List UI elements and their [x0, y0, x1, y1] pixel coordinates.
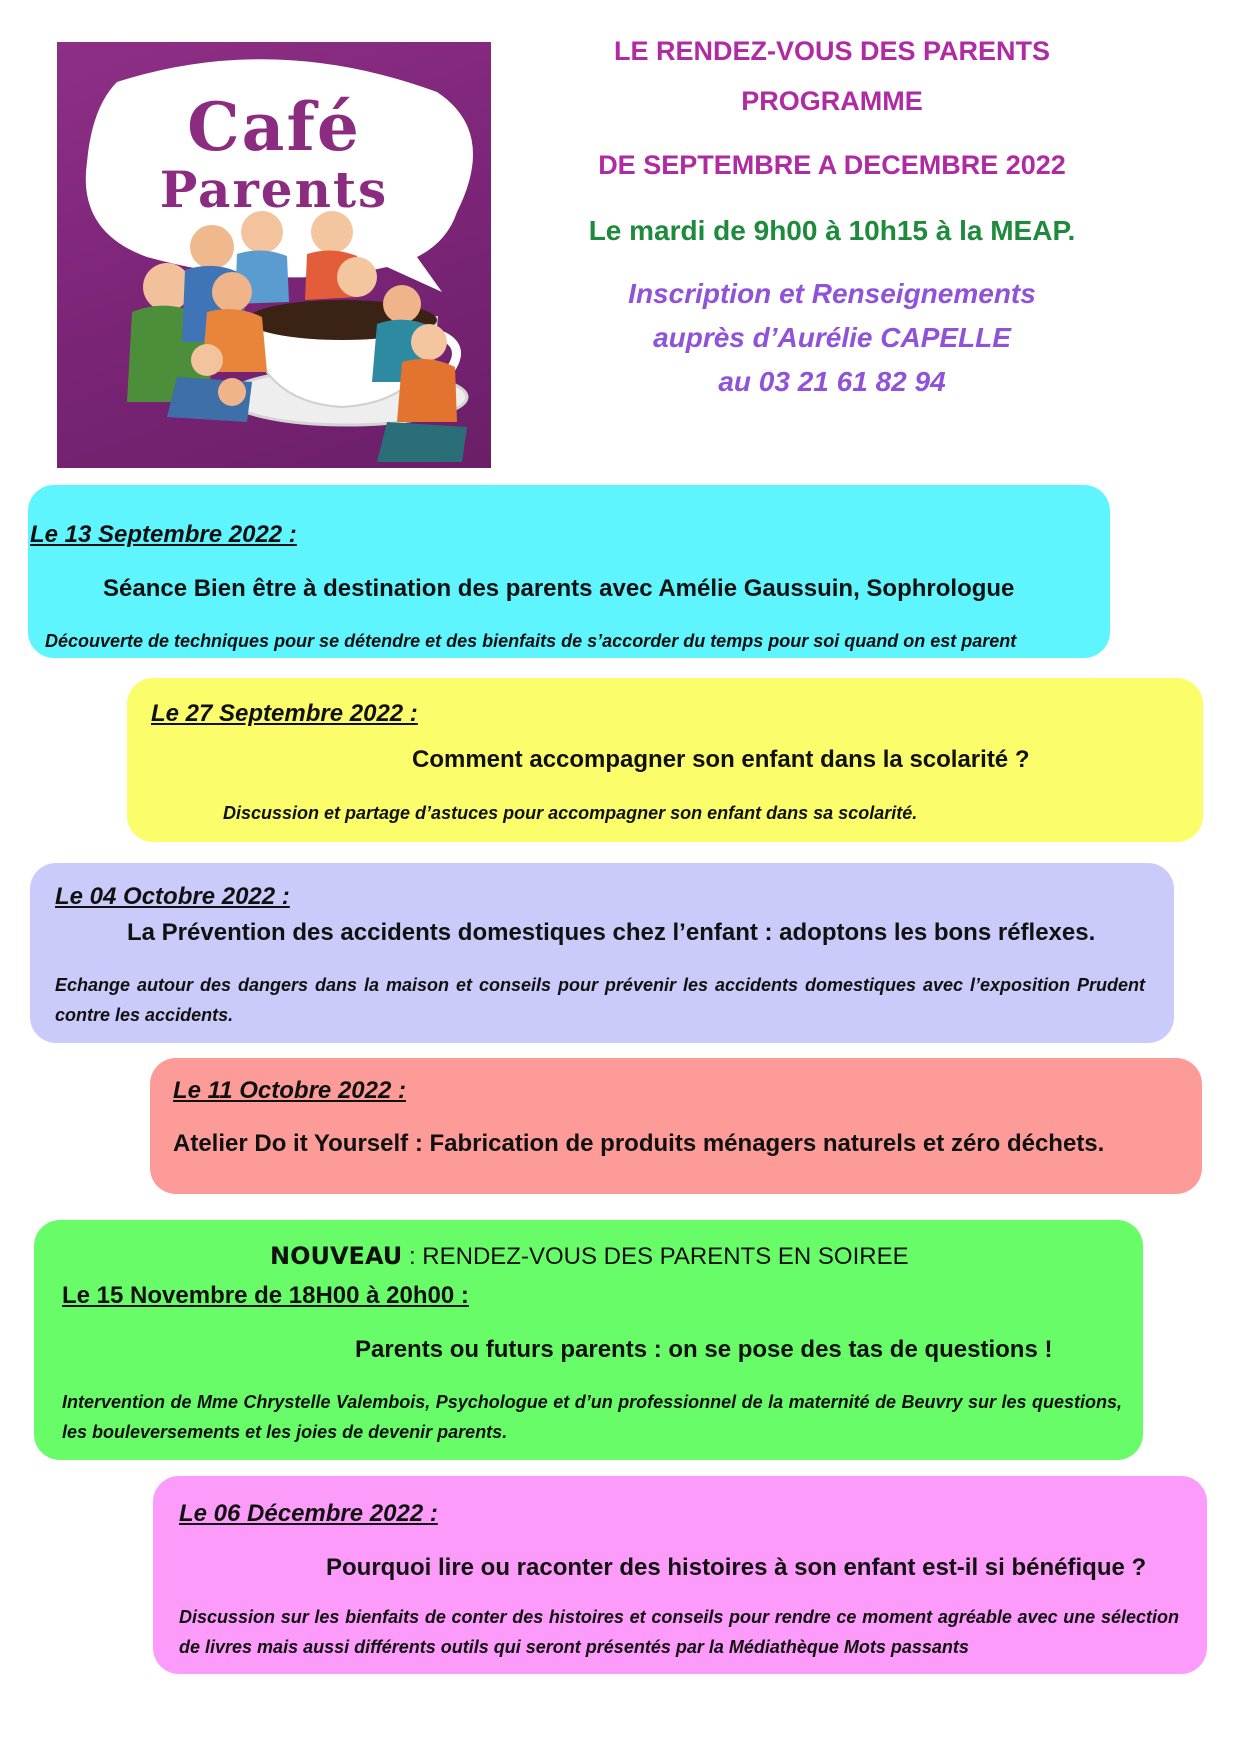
- event-title: Atelier Do it Yourself : Fabrication de produits ménagers naturels et zéro déchets.: [173, 1130, 1105, 1157]
- event-date: Le 11 Octobre 2022 :: [173, 1077, 406, 1104]
- event-card-3: [30, 863, 1174, 1043]
- event-card-2: [127, 678, 1203, 842]
- event-description: Discussion sur les bienfaits de conter des histoires et conseils pour rendre ce moment agréable avec une sélection de livres mais aussi différents outils qui seront présentés par la Médiathèque Mots passants: [179, 1607, 1179, 1657]
- event-title: Comment accompagner son enfant dans la scolarité ?: [412, 746, 1030, 773]
- event-card-4: [150, 1058, 1202, 1194]
- event-title: La Prévention des accidents domestiques chez l’enfant : adoptons les bons réflexes.: [127, 919, 1096, 946]
- nouveau-label: NOUVEAU: [270, 1242, 403, 1270]
- event-description: Intervention de Mme Chrystelle Valembois, Psychologue et d’un professionnel de la maternité de Beuvry sur les questions, les bouleversements et les joies de devenir parents.: [62, 1392, 1122, 1442]
- event-date: Le 13 Septembre 2022 :: [30, 521, 297, 548]
- event-title: Pourquoi lire ou raconter des histoires à son enfant est-il si bénéfique ?: [326, 1554, 1147, 1581]
- event-description: Discussion et partage d’astuces pour accompagner son enfant dans sa scolarité.: [223, 803, 918, 823]
- cafe-parents-logo: [57, 42, 491, 468]
- contact-line-1: Inscription et Renseignements: [628, 278, 1036, 309]
- event-description: Echange autour des dangers dans la maison et conseils pour prévenir les accidents domestiques avec l’exposition Prudent contre les accidents.: [55, 975, 1145, 1025]
- event-date: Le 27 Septembre 2022 :: [151, 700, 418, 727]
- logo-text-parents: Parents: [159, 160, 389, 219]
- event-date: Le 04 Octobre 2022 :: [55, 883, 290, 910]
- header-period: DE SEPTEMBRE A DECEMBRE 2022: [598, 150, 1066, 180]
- logo-text-cafe: Café: [187, 88, 361, 166]
- event-title: Parents ou futurs parents : on se pose des tas de questions !: [355, 1336, 1053, 1363]
- header-schedule: Le mardi de 9h00 à 10h15 à la MEAP.: [588, 215, 1076, 246]
- nouveau-banner: [270, 1242, 909, 1271]
- event-title: Séance Bien être à destination des parents avec Amélie Gaussuin, Sophrologue: [103, 575, 1015, 602]
- contact-line-2: auprès d’Aurélie CAPELLE: [653, 322, 1011, 353]
- header-programme: PROGRAMME: [741, 86, 923, 116]
- event-card-6: [153, 1476, 1207, 1674]
- contact-phone: au 03 21 61 82 94: [718, 366, 946, 397]
- nouveau-text: : RENDEZ-VOUS DES PARENTS EN SOIREE: [402, 1243, 909, 1270]
- event-card-1: [28, 485, 1110, 658]
- event-date: Le 06 Décembre 2022 :: [179, 1500, 438, 1527]
- event-card-5: [34, 1220, 1143, 1460]
- header-title: LE RENDEZ-VOUS DES PARENTS: [613, 36, 1051, 66]
- event-description: Découverte de techniques pour se détendre et des bienfaits de s’accorder du temps pour soi quand on est parent: [45, 631, 1017, 651]
- event-date: Le 15 Novembre de 18H00 à 20h00 :: [62, 1282, 469, 1309]
